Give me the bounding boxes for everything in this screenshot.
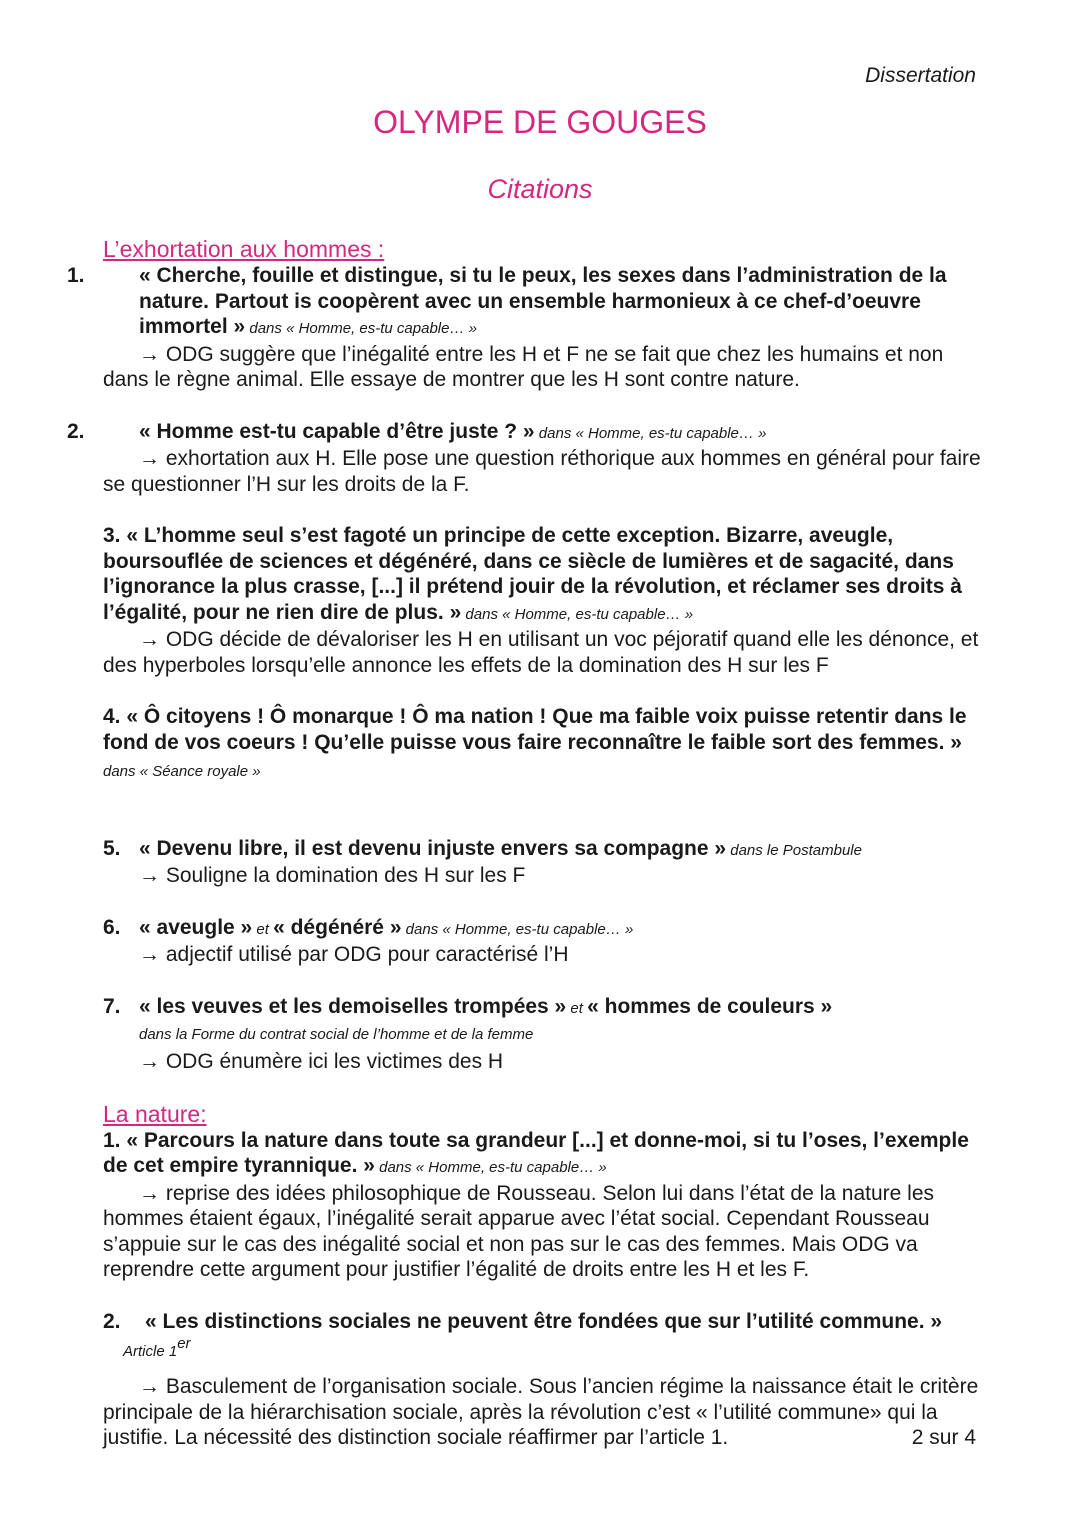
quote-source-sup: er (177, 1335, 191, 1352)
item-number: 4. (103, 705, 121, 728)
quote-source: dans « Homme, es-tu capable… » (245, 320, 477, 337)
quote-source: dans « Homme, es-tu capable… » (461, 605, 694, 623)
quote-item (103, 1128, 983, 1181)
item-number: 6. (103, 915, 121, 939)
quote-source-line (103, 1334, 983, 1362)
document-body (67, 236, 983, 1451)
connector-word: et (566, 999, 588, 1017)
quote-text: « Devenu libre, il est devenu injuste envers sa compagne » (139, 836, 727, 860)
quote-text: « L’homme seul s’est fagoté un principe de cette exception. Bizarre, aveugle, boursouflée de sciences et dégénéré, dans ce siècle de lumières et de sagacité, dans l’ignorance la plus crasse, [...] il prétend jouir de la révolution, et réclamer ses droits à l’égalité, pour ne rien dire de plus. » (103, 524, 962, 624)
quote-source: dans « Homme, es-tu capable… » (401, 920, 634, 938)
quote-source: dans la Forme du contrat social de l’homme et de la femme (139, 1026, 534, 1043)
item-number: 7. (103, 994, 121, 1018)
commentary: → reprise des idées philosophique de Rousseau. Selon lui dans l’état de la nature les hommes étaient égaux, l’inégalité serait apparue avec l’état social. Cependant Rousseau s’appuie sur le cas des inégalité social et non pas sur le cas des femmes. Mais ODG va reprendre cette argument pour justifier l’égalité de droits entre les H et les F. (103, 1181, 935, 1281)
commentary: → Souligne la domination des H sur les F (139, 864, 526, 887)
quote-source: Article 1 (123, 1343, 178, 1360)
quote-text: « les veuves et les demoiselles trompées » (139, 994, 567, 1018)
connector-word: et (252, 920, 274, 938)
quote-text: « Ô citoyens ! Ô monarque ! Ô ma nation ! Que ma faible voix puisse retentir dans le fond de vos coeurs ! Qu’elle puisse vous faire reconnaître le faible sort des femmes. » (103, 705, 967, 754)
quote-text: « Les distinctions sociales ne peuvent être fondées que sur l’utilité commune. » (145, 1309, 943, 1333)
quote-item (103, 1309, 983, 1335)
page-subtitle: Citations (487, 174, 593, 204)
quote-item (103, 836, 983, 864)
quote-text: « Cherche, fouille et distingue, si tu le peux, les sexes dans l’administration de la nature. Partout is coopèrent avec un ensemble harmonieux à ce chef-d’oeuvre immortel » (139, 264, 947, 338)
quote-source: dans « Homme, es-tu capable… » (534, 424, 767, 442)
page-number: 2 sur 4 (911, 1426, 976, 1449)
commentary: → ODG suggère que l’inégalité entre les H et F ne se fait que chez les humains et non dans le règne animal. Elle essaye de montrer que les H sont contre nature. (103, 342, 944, 391)
quote-item (103, 915, 983, 943)
commentary: → ODG décide de dévaloriser les H en utilisant un voc péjoratif quand elle les dénonce, et des hyperboles lorsqu’elle annonce les effets de la domination des H sur les F (103, 628, 979, 677)
quote-item (67, 419, 983, 447)
item-number: 5. (103, 836, 121, 860)
quote-text: « Parcours la nature dans toute sa grandeur [...] et donne-moi, si tu l’oses, l’exemple de cet empire tyrannique. » (103, 1128, 969, 1177)
quote-text: « aveugle » (139, 915, 253, 939)
quote-item (103, 523, 983, 627)
quote-text: « dégénéré » (273, 915, 402, 939)
section-heading-exhortation: L’exhortation aux hommes : (103, 236, 385, 262)
item-number: 2. (103, 1309, 121, 1333)
quote-text: « hommes de couleurs » (587, 994, 833, 1018)
document-type-label: Dissertation (865, 64, 976, 87)
quote-item (103, 704, 983, 785)
item-number: 1. (103, 1128, 121, 1152)
commentary: → Basculement de l’organisation sociale. Sous l’ancien régime la naissance était le critère principale de la hiérarchisation sociale, après la révolution c’est « l’utilité commune» qui la justifie. La nécessité des distinction sociale réaffirmer par l’article 1. (103, 1375, 979, 1449)
commentary: → adjectif utilisé par ODG pour caractérisé l’H (139, 943, 569, 966)
quote-text: « Homme est-tu capable d’être juste ? » (139, 419, 535, 443)
quote-source: dans le Postambule (726, 841, 862, 859)
quote-source: dans « Homme, es-tu capable… » (374, 1159, 607, 1176)
quote-item (103, 994, 983, 1022)
quote-item (67, 263, 983, 342)
item-number: 2. (67, 419, 85, 443)
item-number: 3. (103, 524, 121, 547)
commentary: → ODG énumère ici les victimes des H (139, 1050, 504, 1073)
quote-source: dans « Séance royale » (103, 763, 261, 780)
commentary: → exhortation aux H. Elle pose une question réthorique aux hommes en général pour faire se questionner l’H sur les droits de la F. (103, 447, 981, 496)
item-number: 1. (67, 264, 85, 287)
page-title: OLYMPE DE GOUGES (373, 104, 707, 140)
section-heading-nature: La nature: (103, 1100, 207, 1127)
